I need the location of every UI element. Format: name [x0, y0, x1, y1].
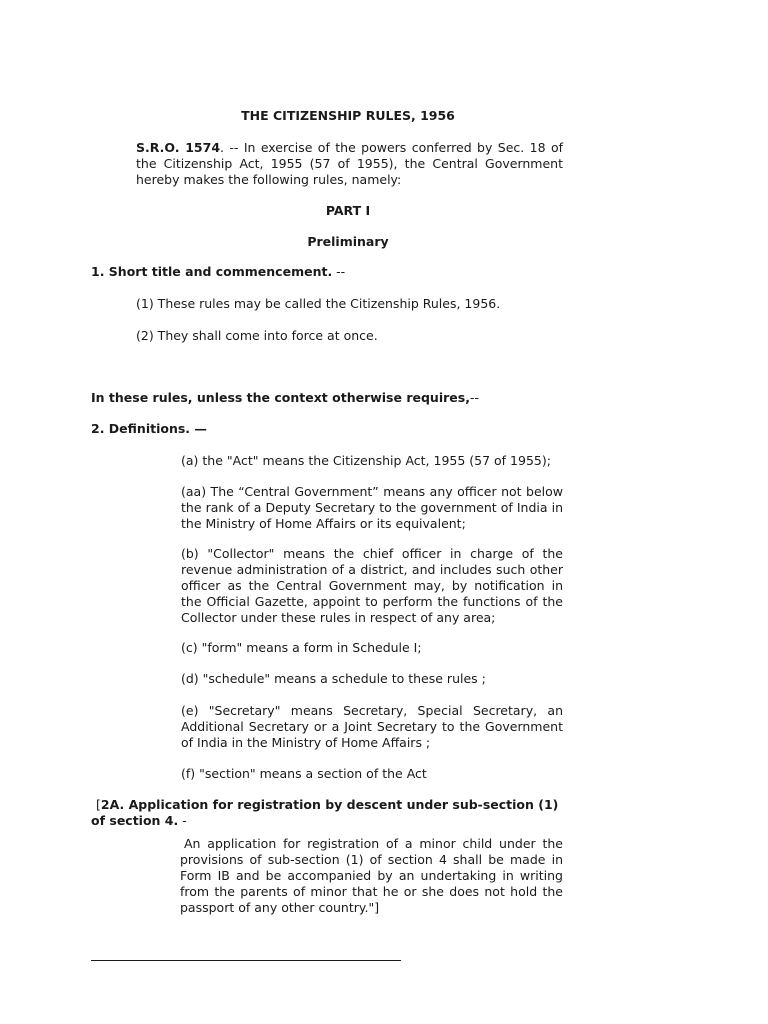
definition-f: (f) "section" means a section of the Act: [181, 766, 427, 781]
definition-c: (c) "form" means a form in Schedule I;: [181, 640, 422, 655]
intro-paragraph: [136, 140, 563, 188]
preliminary-heading: Preliminary: [307, 234, 389, 249]
section-2a-text: [180, 836, 563, 916]
section-1-dash: --: [332, 264, 346, 279]
definition-d: (d) "schedule" means a schedule to these rules ;: [181, 671, 486, 686]
definition-b: (b) "Collector" means the chief officer in charge of the revenue administration of a district, and includes such other officer as the Central Government may, by notification in the Official Gazette, appoint to perform the functions of the Collector under these rules in respect of any area;: [181, 546, 563, 625]
opening-bracket: [: [96, 797, 101, 812]
section-2-heading: 2. Definitions. —: [91, 421, 207, 436]
section-1-title: 1. Short title and commencement.: [91, 264, 333, 279]
section-2a-dash: -: [178, 813, 187, 828]
footnote-divider: [91, 960, 401, 961]
intro-text: . -- In exercise of the powers conferred by Sec. 18 of the Citizenship Act, 1955 (57 of 1955), the Central Government hereby makes the following rules, namely:: [136, 140, 563, 187]
section-2a-body: An application for registration of a minor child under the provisions of sub-section (1) of section 4 shall be made in Form IB and be accompanied by an undertaking in writing from the parents of minor that he or she does not hold the passport of any other country."]: [180, 836, 563, 915]
section-2a-heading: [91, 797, 563, 829]
section-2a-title: 2A. Application for registration by descent under sub-section (1) of section 4.: [91, 797, 559, 828]
document-title: THE CITIZENSHIP RULES, 1956: [241, 108, 455, 123]
context-text: In these rules, unless the context otherwise requires,: [91, 390, 470, 405]
definition-aa: (aa) The “Central Government” means any officer not below the rank of a Deputy Secretary to the government of India in the Ministry of Home Affairs or its equivalent;: [181, 484, 563, 531]
part-heading: PART I: [325, 203, 371, 218]
context-dash: --: [469, 390, 479, 405]
definition-a: (a) the "Act" means the Citizenship Act, 1955 (57 of 1955);: [181, 453, 551, 468]
sro-reference: S.R.O. 1574: [136, 140, 221, 155]
context-clause: [91, 390, 571, 406]
definition-e: (e) "Secretary" means Secretary, Special Secretary, an Additional Secretary or a Joint Secretary to the Government of India in the Ministry of Home Affairs ;: [181, 703, 563, 750]
rule-1-2: (2) They shall come into force at once.: [136, 328, 378, 343]
section-1-heading: [91, 264, 571, 280]
rule-1-1: (1) These rules may be called the Citizenship Rules, 1956.: [136, 296, 501, 311]
